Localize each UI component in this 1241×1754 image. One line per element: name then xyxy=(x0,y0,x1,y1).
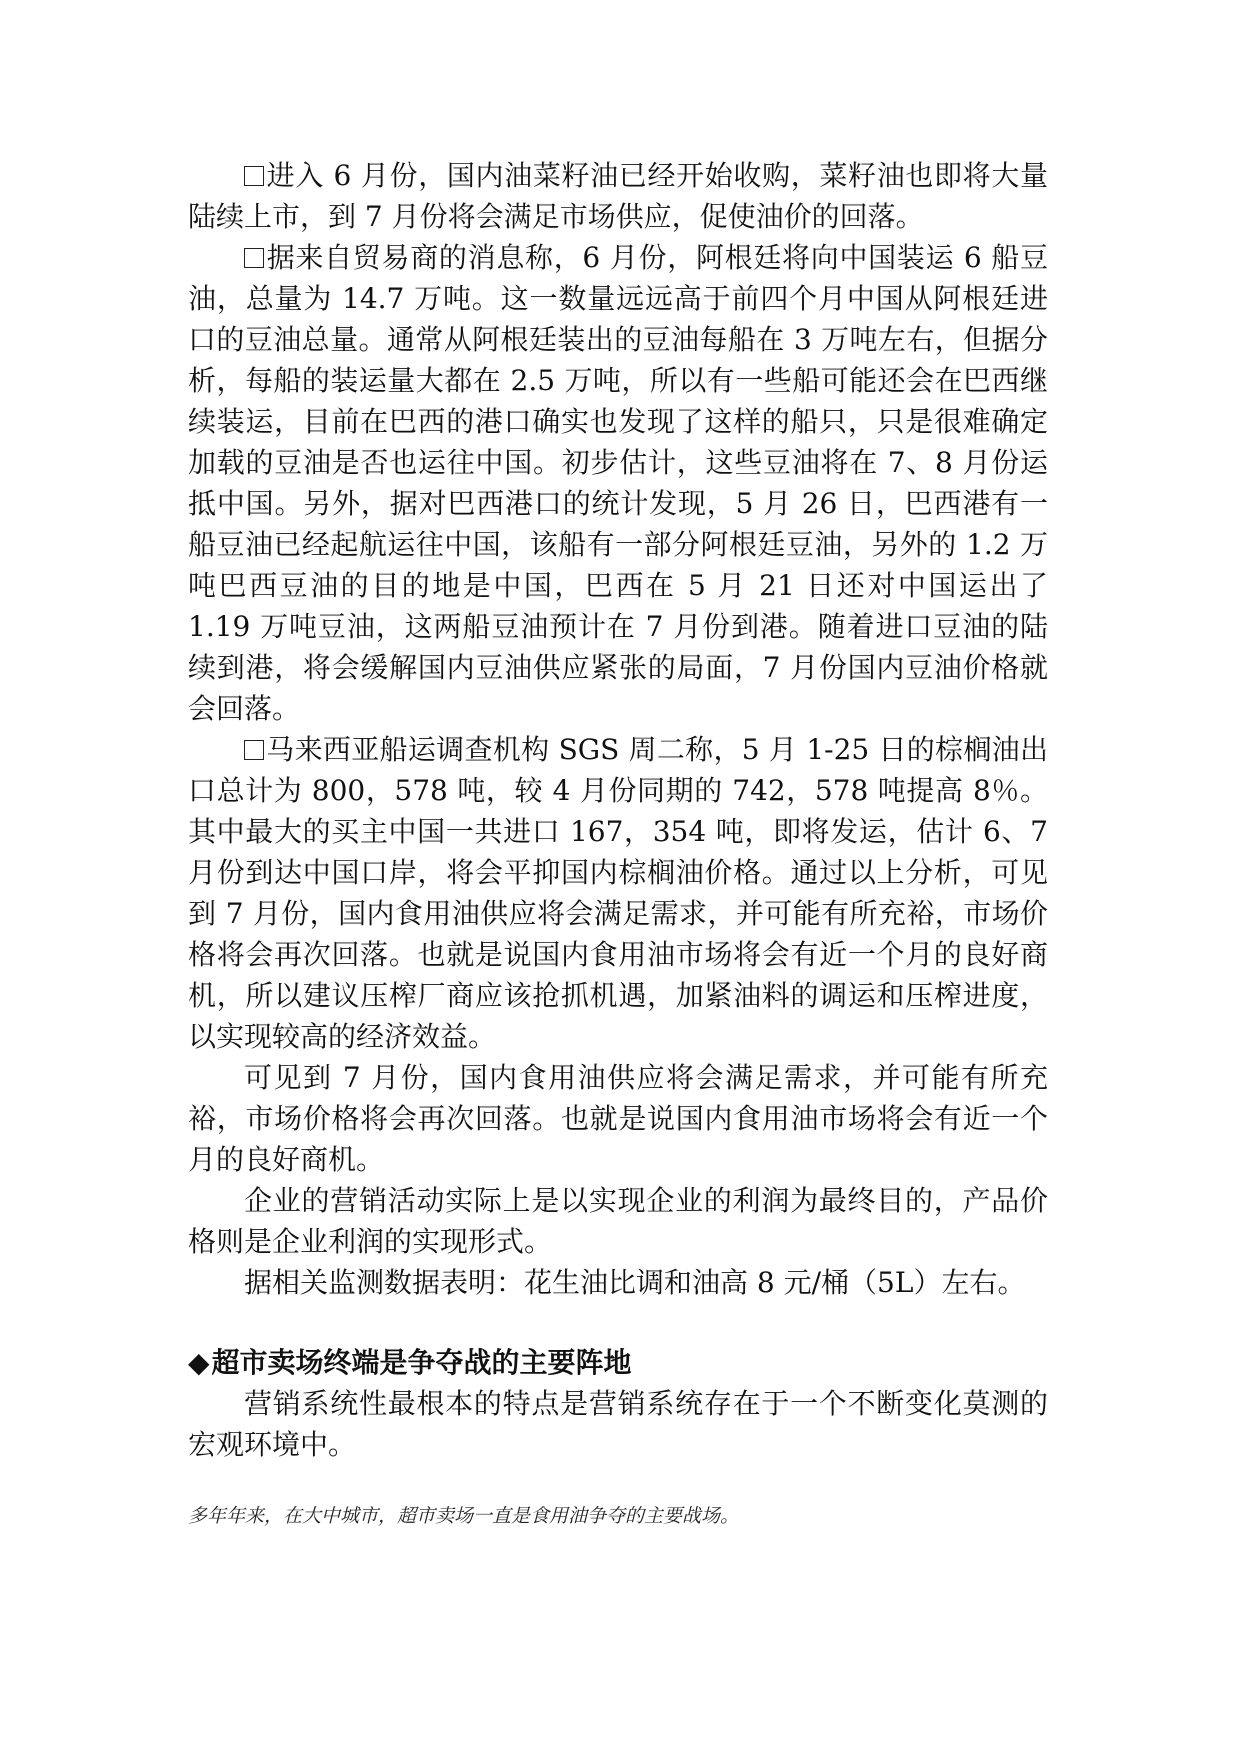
paragraph-text: 进入 6 月份，国内油菜籽油已经开始收购，菜籽油也即将大量陆续上市，到 7 月份将会满足市场供应，促使油价的回落。 xyxy=(188,159,1048,233)
paragraph-palm-oil xyxy=(188,729,1048,1057)
paragraph-text: 马来西亚船运调查机构 SGS 周二称，5 月 1-25 日的棕榈油出口总计为 800，578 吨，较 4 月份同期的 742，578 吨提高 8％。其中最大的买主中国一共进口 167，354 吨，即将发运，估计 6、7 月份到达中国口岸，将会平抑国内棕榈油价格。通过以上分析，可见到 7 月份，国内食用油供应将会满足需求，并可能有所充裕，市场价格将会再次回落。也就是说国内食用油市场将会有近一个月的良好商机，所以建议压榨厂商应该抢抓机遇，加紧油料的调运和压榨进度，以实现较高的经济效益。 xyxy=(188,733,1048,1053)
section-heading xyxy=(188,1343,1048,1383)
paragraph-rapeseed-oil xyxy=(188,155,1048,237)
paragraph-monitoring-data xyxy=(188,1262,1048,1303)
document-body xyxy=(188,155,1048,1530)
italic-caption: 多年年来，在大中城市，超市卖场一直是食用油争夺的主要战场。 xyxy=(188,1505,740,1527)
paragraph-text: 企业的营销活动实际上是以实现企业的利润为最终目的，产品价格则是企业利润的实现形式。 xyxy=(188,1184,1048,1258)
checkbox-square-icon xyxy=(244,740,264,760)
paragraph-text: 据来自贸易商的消息称，6 月份，阿根廷将向中国装运 6 船豆油，总量为 14.7 万吨。这一数量远远高于前四个月中国从阿根廷进口的豆油总量。通常从阿根廷装出的豆油每船在 3 万吨左右，但据分析，每船的装运量大都在 2.5 万吨，所以有一些船可能还会在巴西继续装运，目前在巴西的港口确实也发现了这样的船只，只是很难确定加载的豆油是否也运往中国。初步估计，这些豆油将在 7、8 月份运抵中国。另外，据对巴西港口的统计发现，5 月 26 日，巴西港有一船豆油已经起航运往中国，该船有一部分阿根廷豆油，另外的 1.2 万吨巴西豆油的目的地是中国，巴西在 5 月 21 日还对中国运出了 1.19 万吨豆油，这两船豆油预计在 7 月份到港。随着进口豆油的陆续到港，将会缓解国内豆油供应紧张的局面，7 月份国内豆油价格就会回落。 xyxy=(188,241,1048,725)
checkbox-square-icon xyxy=(244,248,264,268)
paragraph-marketing-system xyxy=(188,1383,1048,1465)
paragraph-july-supply xyxy=(188,1057,1048,1180)
paragraph-text: 据相关监测数据表明：花生油比调和油高 8 元/桶（5L）左右。 xyxy=(244,1266,1026,1299)
checkbox-square-icon xyxy=(244,166,264,186)
paragraph-text: 营销系统性最根本的特点是营销系统存在于一个不断变化莫测的宏观环境中。 xyxy=(188,1387,1048,1461)
paragraph-soybean-oil xyxy=(188,237,1048,729)
diamond-bullet-icon: ◆ xyxy=(188,1346,210,1379)
paragraph-text: 可见到 7 月份，国内食用油供应将会满足需求，并可能有所充裕，市场价格将会再次回落。也就是说国内食用油市场将会有近一个月的良好商机。 xyxy=(188,1061,1048,1176)
section-heading-text: 超市卖场终端是争夺战的主要阵地 xyxy=(211,1346,632,1379)
paragraph-marketing-profit xyxy=(188,1180,1048,1262)
